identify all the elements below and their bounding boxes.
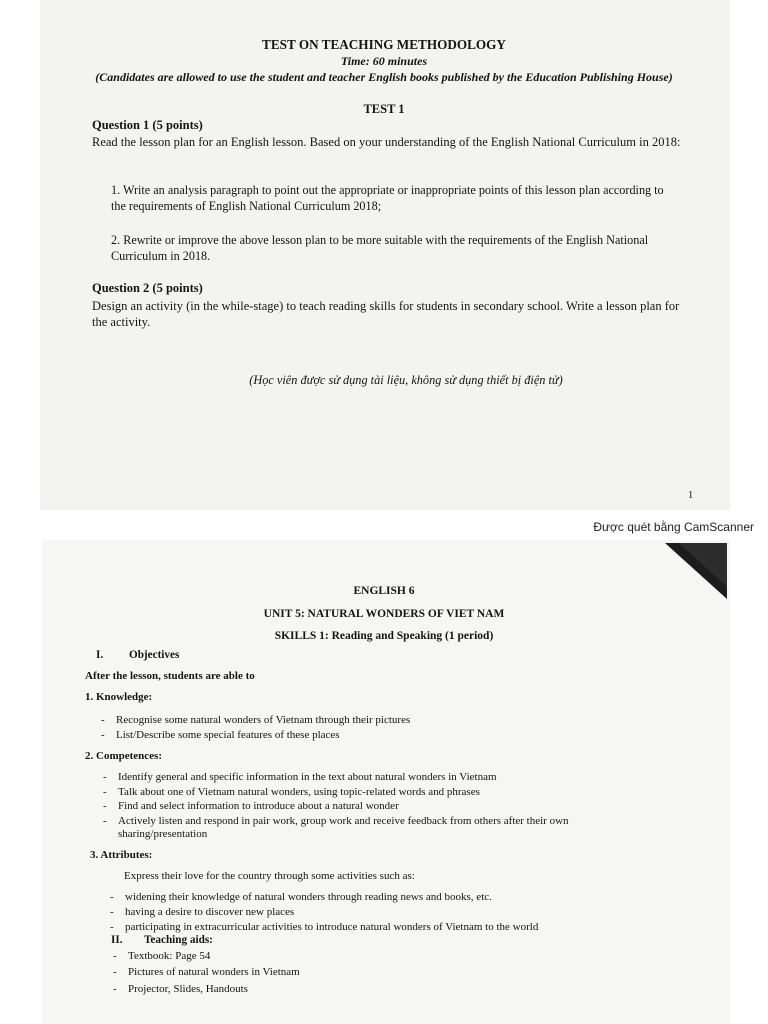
test-number: TEST 1 xyxy=(363,102,405,116)
section-number: II. xyxy=(111,934,123,946)
objectives-intro: After the lesson, students are able to xyxy=(85,670,255,682)
list-item: - List/Describe some special features of these places xyxy=(101,729,340,741)
section-objectives-heading xyxy=(96,649,179,661)
question-1-text: Read the lesson plan for an English lesson. Based on your understanding of the English National Curriculum in 2018: xyxy=(92,135,681,149)
vietnamese-note: (Học viên được sử dụng tài liệu, không sử dụng thiết bị điện tử) xyxy=(249,373,563,387)
time-limit: Time: 60 minutes xyxy=(340,54,428,68)
list-item: - Pictures of natural wonders in Vietnam xyxy=(113,966,300,978)
test-title: TEST ON TEACHING METHODOLOGY xyxy=(262,37,506,52)
section-title: Teaching aids: xyxy=(144,934,213,946)
knowledge-heading: 1. Knowledge: xyxy=(85,691,153,703)
list-item: - Identify general and specific information in the text about natural wonders in Vietnam xyxy=(103,771,497,783)
section-teaching-aids-heading xyxy=(111,934,213,946)
lesson-skills: SKILLS 1: Reading and Speaking (1 period) xyxy=(274,630,494,642)
list-item: - Talk about one of Vietnam natural wonders, using topic-related words and phrases xyxy=(103,786,480,798)
lesson-unit: UNIT 5: NATURAL WONDERS OF VIET NAM xyxy=(263,608,505,620)
question-2-text: Design an activity (in the while-stage) to teach reading skills for students in secondary school. Write a lesson plan for the activity. xyxy=(92,299,680,329)
list-item: - Recognise some natural wonders of Vietnam through their pictures xyxy=(101,714,411,726)
competences-heading: 2. Competences: xyxy=(85,750,162,762)
attributes-intro: Express their love for the country through some activities such as: xyxy=(124,870,415,882)
question-1-item-2: 2. Rewrite or improve the above lesson plan to be more suitable with the requirements of the English National Curriculum in 2018. xyxy=(111,233,649,263)
list-item: - Actively listen and respond in pair work, group work and receive feedback from others after their own sharing/presentation xyxy=(103,815,569,840)
list-item: - participating in extracurricular activities to introduce natural wonders of Vietnam to the world xyxy=(110,921,539,933)
camscanner-watermark: Được quét bằng CamScanner xyxy=(593,520,754,534)
question-2-heading: Question 2 (5 points) xyxy=(92,281,203,295)
section-number: I. xyxy=(96,649,104,661)
question-1-heading: Question 1 (5 points) xyxy=(92,118,203,132)
question-1-item-1: 1. Write an analysis paragraph to point out the appropriate or inappropriate points of this lesson plan according to the requirements of English National Curriculum 2018; xyxy=(111,183,664,213)
lesson-course: ENGLISH 6 xyxy=(353,585,415,597)
materials-note: (Candidates are allowed to use the student and teacher English books published by the Education Publishing House) xyxy=(95,70,673,84)
list-item: - Textbook: Page 54 xyxy=(113,950,211,962)
list-item: - widening their knowledge of natural wonders through reading news and books, etc. xyxy=(110,891,492,903)
page-number: 1 xyxy=(688,490,694,501)
list-item: - having a desire to discover new places xyxy=(110,906,295,918)
list-item: - Find and select information to introduce about a natural wonder xyxy=(103,800,399,812)
section-title: Objectives xyxy=(129,649,180,661)
list-item: - Projector, Slides, Handouts xyxy=(113,983,248,995)
attributes-heading: 3. Attributes: xyxy=(90,849,153,861)
